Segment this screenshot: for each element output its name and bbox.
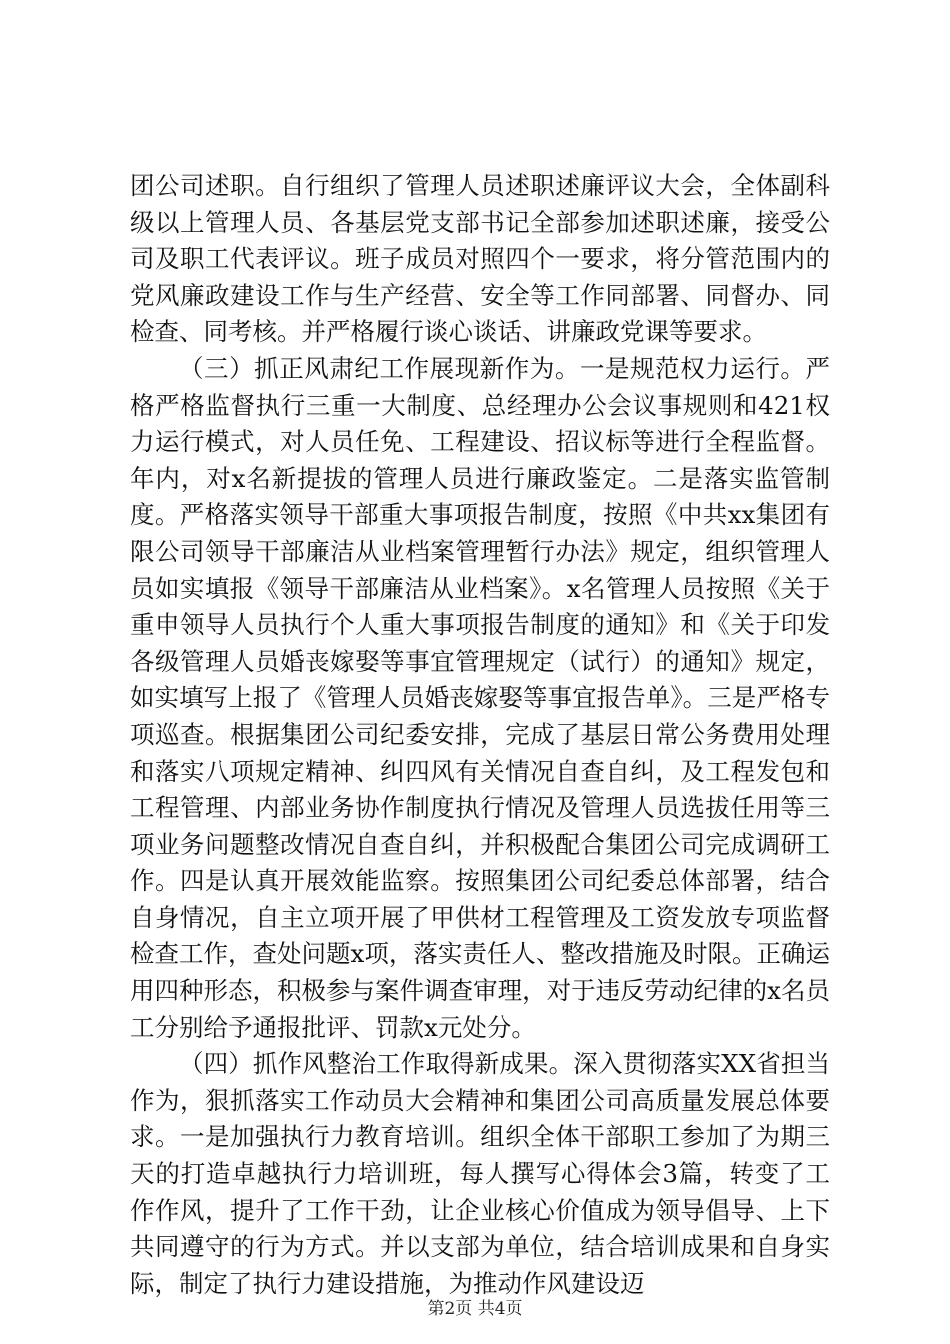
page-footer: 第2页 共4页: [427, 1299, 523, 1319]
paragraph-section-four: （四）抓作风整治工作取得新成果。深入贯彻落实XX省担当作为，狠抓落实工作动员大会精神和集团公司高质量发展总体要求。一是加强执行力教育培训。组织全体干部职工参加了为期三天的打造卓越执行力培训班，每人撰写心得体会3篇，转变了工作作风，提升了工作干劲，让企业核心价值成为领导倡导、上下共同遵守的行为方式。并以支部为单位，结合培训成果和自身实际，制定了执行力建设措施，为推动作风建设迈: [130, 1049, 830, 1298]
document-body: [130, 168, 830, 1302]
paragraph-continuation: 团公司述职。自行组织了管理人员述职述廉评议大会，全体副科级以上管理人员、各基层党支部书记全部参加述职述廉，接受公司及职工代表评议。班子成员对照四个一要求，将分管范围内的党风廉政建设工作与生产经营、安全等工作同部署、同督办、同检查、同考核。并严格履行谈心谈话、讲廉政党课等要求。: [130, 171, 830, 347]
paragraph-section-three: （三）抓正风肃纪工作展现新作为。一是规范权力运行。严格严格监督执行三重一大制度、总经理办公会议事规则和421权力运行模式，对人员任免、工程建设、招议标等进行全程监督。年内，对x名新提拔的管理人员进行廉政鉴定。二是落实监管制度。严格落实领导干部重大事项报告制度，按照《中共xx集团有限公司领导干部廉洁从业档案管理暂行办法》规定，组织管理人员如实填报《领导干部廉洁从业档案》。x名管理人员按照《关于重申领导人员执行个人重大事项报告制度的通知》和《关于印发各级管理人员婚丧嫁娶等事宜管理规定（试行）的通知》规定，如实填写上报了《管理人员婚丧嫁娶等事宜报告单》。三是严格专项巡查。根据集团公司纪委安排，完成了基层日常公务费用处理和落实八项规定精神、纠四风有关情况自查自纠，及工程发包和工程管理、内部业务协作制度执行情况及管理人员选拔任用等三项业务问题整改情况自查自纠，并积极配合集团公司完成调研工作。四是认真开展效能监察。按照集团公司纪委总体部署，结合自身情况，自主立项开展了甲供材工程管理及工资发放专项监督检查工作，查处问题x项，落实责任人、整改措施及时限。正确运用四种形态，积极参与案件调查审理，对于违反劳动纪律的x名员工分别给予通报批评、罚款x元处分。: [130, 353, 830, 1042]
